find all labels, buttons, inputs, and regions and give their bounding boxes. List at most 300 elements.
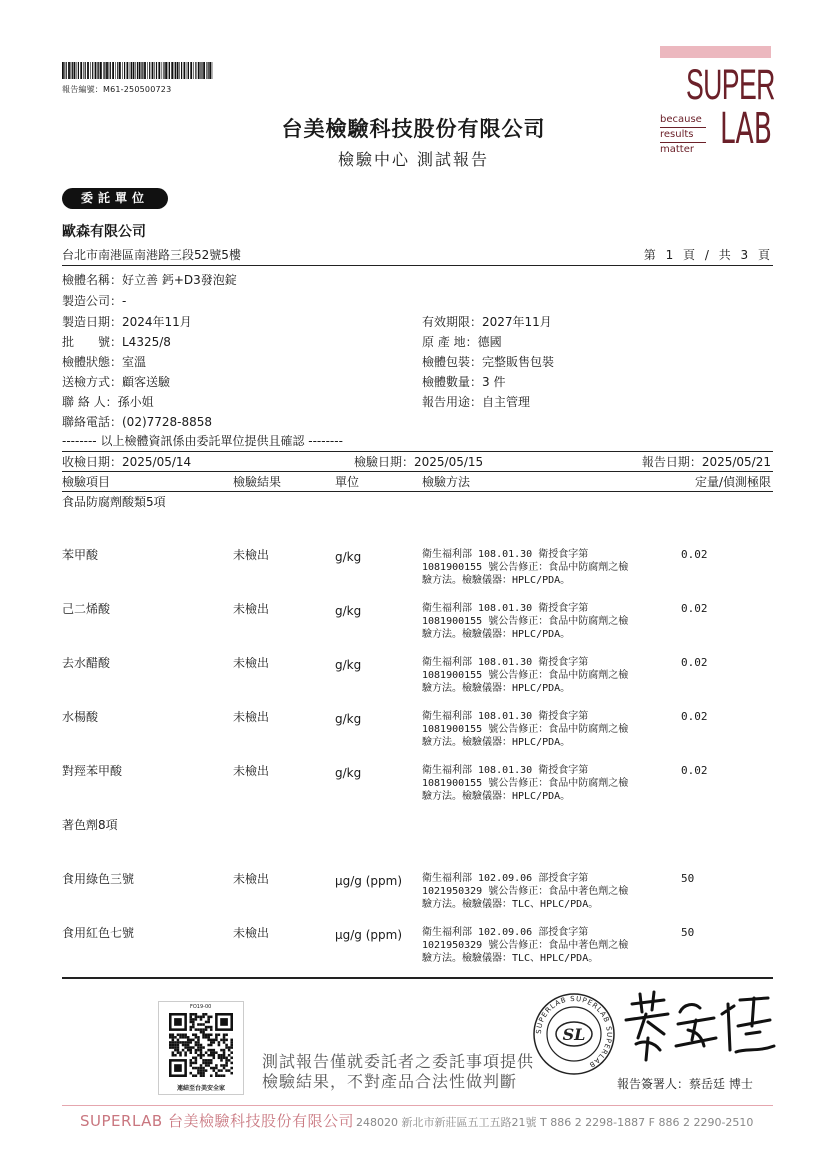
qr-module	[213, 1069, 216, 1072]
method-line: 驗方法。檢驗儀器：TLC、HPLC/PDA。	[422, 953, 599, 964]
report-number: 報告編號：M61-250500723	[62, 85, 172, 94]
qr-module	[169, 1036, 172, 1039]
row-item: 食用綠色三號	[62, 872, 135, 886]
qr-module	[228, 1049, 231, 1052]
qr-module	[205, 1064, 208, 1067]
footer-brand: SUPERLAB 台美檢驗科技股份有限公司	[80, 1112, 354, 1130]
method-line: 衛生福利部 108.01.30 衛授食字第	[422, 549, 589, 560]
barcode-bar	[64, 62, 65, 79]
barcode-bar	[190, 62, 192, 79]
barcode-bar	[109, 62, 110, 79]
qr-module	[200, 1023, 203, 1026]
qr-module	[192, 1021, 195, 1024]
qr-module	[169, 1044, 172, 1047]
row-limit: 0.02	[681, 548, 708, 561]
barcode-bar	[74, 62, 76, 79]
table-row	[0, 548, 827, 598]
seal-ring-text: SUPERLAB SUPERLAB SUPERLAB	[534, 994, 614, 1070]
qr-module	[218, 1033, 221, 1036]
qr-module	[189, 1051, 192, 1054]
qr-module	[197, 1028, 200, 1031]
qr-module	[230, 1041, 233, 1044]
row-item: 苯甲酸	[62, 548, 99, 562]
barcode-bar	[200, 62, 201, 79]
header-unit: 單位	[335, 475, 360, 489]
qr-module	[169, 1041, 172, 1044]
qr-module	[172, 1054, 175, 1057]
barcode-bar	[209, 62, 211, 79]
qr-module	[169, 1046, 172, 1049]
table-bottom-rule	[62, 977, 773, 979]
method-line: 1021950329 號公告修正：食品中著色劑之檢	[422, 940, 629, 951]
qr-module	[202, 1033, 205, 1036]
qr-module	[220, 1074, 223, 1077]
qr-module	[197, 1049, 200, 1052]
barcode-bar	[62, 62, 64, 79]
page-number: 第 1 頁 / 共 3 頁	[643, 248, 773, 262]
qr-module	[225, 1044, 228, 1047]
report-title: 台美檢驗科技股份有限公司	[281, 117, 546, 141]
method-line: 衛生福利部 108.01.30 衛授食字第	[422, 657, 589, 668]
qr-module	[202, 1028, 205, 1031]
qr-module	[210, 1074, 213, 1077]
barcode-bar	[193, 62, 194, 79]
method-line: 衛生福利部 108.01.30 衛授食字第	[422, 603, 589, 614]
qr-module	[182, 1033, 185, 1036]
barcode-bar	[135, 62, 136, 79]
qr-module	[192, 1023, 195, 1026]
qr-module	[215, 1072, 218, 1075]
barcode-bar	[169, 62, 170, 79]
signature-image	[618, 990, 778, 1066]
qr-module	[225, 1039, 228, 1042]
qr-module	[197, 1016, 200, 1019]
qr-module	[174, 1041, 177, 1044]
qr-module	[195, 1067, 198, 1070]
qr-module	[200, 1054, 203, 1057]
table-row	[0, 710, 827, 760]
barcode-bar	[122, 62, 123, 79]
qr-module	[207, 1021, 210, 1024]
qr-module	[200, 1016, 203, 1019]
header-result: 檢驗結果	[233, 475, 282, 489]
qr-module	[223, 1033, 226, 1036]
delivery-method: 送檢方式：顧客送驗	[62, 375, 171, 389]
seal-center-text: SL	[562, 1025, 586, 1044]
row-result: 未檢出	[233, 926, 270, 940]
qr-code[interactable]	[158, 1001, 244, 1095]
qr-module	[189, 1026, 192, 1029]
qr-module	[218, 1057, 221, 1060]
barcode-bar	[76, 62, 77, 79]
qr-module	[177, 1041, 180, 1044]
qr-module	[197, 1041, 200, 1044]
qr-module	[189, 1049, 192, 1052]
barcode-bar	[198, 62, 200, 79]
barcode-bar	[124, 62, 125, 79]
qr-module	[210, 1067, 213, 1070]
qr-module	[172, 1044, 175, 1047]
method-line: 衛生福利部 102.09.06 部授食字第	[422, 873, 589, 884]
qr-module	[225, 1057, 228, 1060]
qr-module	[192, 1018, 195, 1021]
barcode-bar	[68, 62, 70, 79]
qr-module	[205, 1059, 208, 1062]
barcode-bar	[130, 62, 131, 79]
origin: 原 產 地：德國	[422, 335, 502, 349]
qr-module	[202, 1054, 205, 1057]
barcode-bar	[133, 62, 135, 79]
method-line: 驗方法。檢驗儀器：HPLC/PDA。	[422, 737, 571, 748]
disclaimer-line: 檢驗結果，不對產品合法性做判斷	[262, 1072, 518, 1091]
qr-module	[210, 1051, 213, 1054]
qr-module	[202, 1031, 205, 1034]
qr-module	[192, 1046, 195, 1049]
qr-module	[210, 1041, 213, 1044]
qr-module	[218, 1054, 221, 1057]
qr-module	[230, 1067, 233, 1070]
barcode-bar	[187, 62, 188, 79]
barcode-bar	[163, 62, 164, 79]
qr-module	[220, 1054, 223, 1057]
qr-module	[220, 1069, 223, 1072]
row-item: 對羥苯甲酸	[62, 764, 123, 778]
qr-module	[189, 1028, 192, 1031]
qr-module	[207, 1026, 210, 1029]
qr-module	[179, 1041, 182, 1044]
qr-module	[228, 1069, 231, 1072]
method-line: 1081900155 號公告修正：食品中防腐劑之檢	[422, 562, 629, 573]
barcode-bar	[80, 62, 82, 79]
qr-module	[202, 1059, 205, 1062]
barcode-bar	[184, 62, 186, 79]
qr-module	[207, 1059, 210, 1062]
qr-module	[192, 1033, 195, 1036]
contact-person: 聯 絡 人：孫小姐	[62, 395, 154, 409]
header-limit: 定量/偵測極限	[694, 475, 771, 489]
qr-module	[192, 1013, 195, 1016]
qr-module	[184, 1054, 187, 1057]
barcode-bar	[154, 62, 155, 79]
qr-module	[220, 1049, 223, 1052]
qr-module	[200, 1044, 203, 1047]
qr-module	[195, 1049, 198, 1052]
qr-module	[213, 1067, 216, 1070]
client-address: 台北市南港區南港路三段52號5樓	[62, 248, 241, 262]
qr-module	[200, 1049, 203, 1052]
qr-module	[205, 1036, 208, 1039]
qr-module	[228, 1059, 231, 1062]
method-line: 驗方法。檢驗儀器：HPLC/PDA。	[422, 683, 571, 694]
qr-module	[174, 1018, 182, 1026]
qr-module	[195, 1074, 198, 1077]
row-result: 未檢出	[233, 548, 270, 562]
method-line: 驗方法。檢驗儀器：HPLC/PDA。	[422, 791, 571, 802]
barcode-bar	[72, 62, 73, 79]
qr-module	[230, 1039, 233, 1042]
qr-module	[202, 1074, 205, 1077]
qr-module	[205, 1021, 208, 1024]
qr-module	[200, 1031, 203, 1034]
row-method	[422, 872, 677, 911]
qr-module	[205, 1062, 208, 1065]
row-unit: g/kg	[335, 766, 362, 780]
row-item: 食用紅色七號	[62, 926, 135, 940]
qr-module	[215, 1039, 218, 1042]
qr-module	[192, 1039, 195, 1042]
qr-module	[207, 1036, 210, 1039]
row-method	[422, 764, 677, 803]
qr-module	[189, 1072, 192, 1075]
qr-module	[223, 1057, 226, 1060]
qr-module	[189, 1046, 192, 1049]
disclaimer	[262, 1052, 534, 1092]
qr-module	[189, 1013, 192, 1016]
qr-module	[197, 1069, 200, 1072]
qr-module	[230, 1044, 233, 1047]
barcode-bar	[174, 62, 175, 79]
divider	[62, 265, 773, 266]
qr-module	[220, 1059, 223, 1062]
qr-module	[202, 1062, 205, 1065]
qr-module	[210, 1062, 213, 1065]
qr-module	[184, 1041, 187, 1044]
qr-module	[174, 1054, 177, 1057]
qr-module	[213, 1051, 216, 1054]
qr-module	[200, 1069, 203, 1072]
expiry-date: 有效期限：2027年11月	[422, 315, 552, 329]
method-line: 1081900155 號公告修正：食品中防腐劑之檢	[422, 670, 629, 681]
qr-module	[210, 1016, 213, 1019]
qr-module	[177, 1046, 180, 1049]
table-row	[0, 602, 827, 652]
qr-module	[179, 1036, 182, 1039]
qr-module	[197, 1054, 200, 1057]
qr-module	[192, 1057, 195, 1060]
qr-module	[205, 1013, 208, 1016]
qr-module	[182, 1044, 185, 1047]
section-title: 食品防腐劑酸類5項	[62, 495, 166, 509]
qr-module	[213, 1049, 216, 1052]
qr-module	[174, 1046, 177, 1049]
row-limit: 0.02	[681, 710, 708, 723]
qr-module	[172, 1036, 175, 1039]
barcode-bar	[144, 62, 146, 79]
barcode-bar	[106, 62, 108, 79]
method-line: 1081900155 號公告修正：食品中防腐劑之檢	[422, 778, 629, 789]
qr-module	[223, 1054, 226, 1057]
barcode-bar	[162, 62, 163, 79]
qr-module	[202, 1067, 205, 1070]
barcode-bar	[131, 62, 132, 79]
barcode-bar	[115, 62, 116, 79]
barcode-bar	[203, 62, 205, 79]
qr-module	[210, 1039, 213, 1042]
report-purpose: 報告用途：自主管理	[422, 395, 531, 409]
barcode-bar	[85, 62, 86, 79]
row-result: 未檢出	[233, 710, 270, 724]
superlab-seal	[532, 992, 616, 1076]
disclaimer-line: 測試報告僅就委託者之委託事項提供	[262, 1052, 535, 1071]
barcode-bar	[66, 62, 67, 79]
signer-name: 報告簽署人：蔡岳廷 博士	[617, 1077, 753, 1091]
barcode-bar	[156, 62, 157, 79]
qr-module	[172, 1051, 175, 1054]
qr-module	[187, 1044, 190, 1047]
qr-module	[210, 1044, 213, 1047]
client-company: 歐森有限公司	[62, 224, 146, 240]
qr-module	[218, 1041, 221, 1044]
qr-module	[187, 1039, 190, 1042]
qr-module	[223, 1041, 226, 1044]
qr-module	[174, 1036, 177, 1039]
qr-module	[177, 1033, 180, 1036]
qr-module	[200, 1064, 203, 1067]
barcode-bar	[119, 62, 121, 79]
row-method	[422, 548, 677, 587]
barcode-bar	[100, 62, 102, 79]
barcode-bar	[87, 62, 89, 79]
qr-module	[197, 1036, 200, 1039]
method-line: 驗方法。檢驗儀器：TLC、HPLC/PDA。	[422, 899, 599, 910]
row-method	[422, 710, 677, 749]
qr-module	[230, 1051, 233, 1054]
qr-module	[207, 1062, 210, 1065]
footer-address: 248020 新北市新莊區五工五路21號 T 886 2 2298-1887 F 886 2 2290-2510	[356, 1116, 754, 1129]
qr-module	[225, 1062, 228, 1065]
qr-module	[223, 1051, 226, 1054]
qr-module	[187, 1036, 190, 1039]
qr-module	[172, 1033, 175, 1036]
method-line: 1081900155 號公告修正：食品中防腐劑之檢	[422, 724, 629, 735]
barcode-bar	[97, 62, 98, 79]
qr-module	[223, 1074, 226, 1077]
manufacturer: 製造公司：-	[62, 294, 127, 308]
qr-module	[230, 1046, 233, 1049]
sample-quantity: 檢體數量：3 件	[422, 375, 506, 389]
logo-tagline-3: matter	[660, 144, 694, 155]
qr-module	[195, 1057, 198, 1060]
barcode-bar	[165, 62, 167, 79]
barcode-bar	[212, 62, 213, 79]
qr-module	[184, 1044, 187, 1047]
barcode-bar	[152, 62, 154, 79]
reported-date: 報告日期：2025/05/21	[641, 455, 771, 469]
sample-name: 檢體名稱：好立善 鈣+D3發泡錠	[62, 273, 237, 287]
barcode-bar	[98, 62, 99, 79]
qr-caption: 連結至台美安全家	[176, 1085, 225, 1092]
qr-module	[179, 1051, 182, 1054]
qr-module	[200, 1051, 203, 1054]
qr-module	[223, 1067, 226, 1070]
qr-module	[195, 1059, 198, 1062]
qr-module	[210, 1049, 213, 1052]
row-item: 水楊酸	[62, 710, 99, 724]
qr-module	[189, 1039, 192, 1042]
qr-module	[215, 1036, 218, 1039]
row-method	[422, 926, 677, 965]
row-item: 己二烯酸	[62, 602, 111, 616]
row-unit: g/kg	[335, 658, 362, 672]
row-result: 未檢出	[233, 764, 270, 778]
barcode-bar	[188, 62, 189, 79]
qr-module	[189, 1041, 192, 1044]
qr-module	[220, 1057, 223, 1060]
qr-module	[218, 1044, 221, 1047]
qr-module	[195, 1018, 198, 1021]
logo-tagline-2: results	[660, 129, 706, 143]
qr-module	[169, 1033, 172, 1036]
qr-module	[223, 1049, 226, 1052]
qr-module	[184, 1033, 187, 1036]
qr-module	[182, 1049, 185, 1052]
qr-module	[187, 1046, 190, 1049]
qr-module	[210, 1059, 213, 1062]
barcode-bar	[95, 62, 97, 79]
qr-module	[207, 1033, 210, 1036]
barcode-bar	[137, 62, 138, 79]
logo-bar	[660, 46, 771, 58]
qr-module	[210, 1028, 213, 1031]
barcode-bar	[141, 62, 142, 79]
table-row	[0, 926, 827, 976]
qr-module	[220, 1064, 223, 1067]
qr-module	[223, 1064, 226, 1067]
barcode-bar	[90, 62, 91, 79]
qr-module	[195, 1016, 198, 1019]
qr-module	[213, 1057, 216, 1060]
row-result: 未檢出	[233, 602, 270, 616]
qr-module	[192, 1062, 195, 1065]
barcode-bar	[103, 62, 104, 79]
qr-module	[202, 1013, 205, 1016]
logo-tagline-1: because	[660, 114, 706, 128]
footer-divider	[62, 1105, 773, 1106]
qr-module	[210, 1054, 213, 1057]
row-unit: g/kg	[335, 550, 362, 564]
barcode-bar	[110, 62, 111, 79]
qr-module	[200, 1028, 203, 1031]
barcode-bar	[181, 62, 182, 79]
barcode-bar	[78, 62, 79, 79]
qr-module	[200, 1057, 203, 1060]
qr-module	[225, 1069, 228, 1072]
row-unit: g/kg	[335, 604, 362, 618]
divider	[62, 451, 773, 452]
table-row	[0, 872, 827, 922]
qr-module	[192, 1074, 195, 1077]
qr-module	[195, 1028, 198, 1031]
barcode-bar	[206, 62, 207, 79]
barcode-bar	[179, 62, 180, 79]
row-limit: 0.02	[681, 656, 708, 669]
qr-module	[184, 1046, 187, 1049]
qr-module	[200, 1072, 203, 1075]
method-line: 衛生福利部 108.01.30 衛授食字第	[422, 711, 589, 722]
qr-module	[192, 1026, 195, 1029]
barcode-bar	[158, 62, 160, 79]
row-unit: g/kg	[335, 712, 362, 726]
client-badge: 委託單位	[62, 188, 168, 209]
qr-module	[195, 1033, 198, 1036]
barcode-bar	[71, 62, 72, 79]
qr-module	[225, 1059, 228, 1062]
info-confirm-note: -------- 以上檢體資訊係由委託單位提供且確認 --------	[62, 434, 343, 448]
qr-module	[225, 1064, 228, 1067]
qr-module	[202, 1036, 205, 1039]
qr-module	[215, 1064, 218, 1067]
qr-module	[213, 1041, 216, 1044]
